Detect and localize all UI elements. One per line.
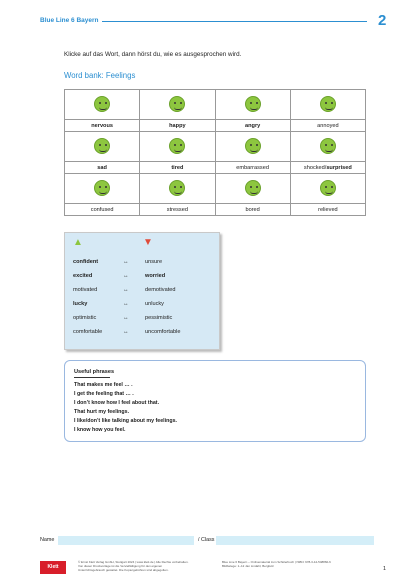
word-embarrassed[interactable]: embarrassed [215,162,290,174]
face-cell [140,90,215,120]
smiley-face-icon [245,96,261,112]
arrow-icon: ↔ [123,273,129,279]
face-cell [290,90,365,120]
face-cell [140,174,215,204]
word-sad[interactable]: sad [65,162,140,174]
face-cell [290,174,365,204]
book-info-line: Blue Line 6 Bayern – Onlinematerial zum Schülerbuch | ISBN: 978-3-12-548860-6 [222,560,331,564]
smiley-face-icon [320,96,336,112]
word-stressed[interactable]: stressed [140,204,215,216]
smiley-face-icon [169,138,185,154]
copyright-notice [78,560,189,572]
face-cell [65,132,140,162]
word-worried[interactable]: worried [145,273,166,279]
antonym-row [73,259,213,271]
phrase-item: That hurt my feelings. [74,409,130,415]
word-comfortable[interactable]: comfortable [73,329,103,335]
copyright-line: © Ernst Klett Verlag GmbH, Stuttgart 2024 | www.klett.de | Alle Rechte vorbehalten. [78,560,189,564]
thumbs-up-icon: ▲ [73,237,83,248]
phrase-item: I like/don’t like talking about my feelings. [74,418,178,424]
word-tired[interactable]: tired [140,162,215,174]
useful-phrases-box [64,360,366,442]
header-line [102,21,367,22]
word-uncomfortable[interactable]: uncomfortable [145,329,181,335]
word-shocked: shocked/ [303,164,327,171]
face-cell [65,90,140,120]
word-pessimistic[interactable]: pessimistic [145,315,173,321]
copyright-line: Unterrichtsgebrauch gestattet. Die Kopiergebühren sind abgegolten. [78,568,169,572]
face-cell [215,90,290,120]
name-label: Name [40,537,55,543]
word-motivated[interactable]: motivated [73,287,98,293]
word-angry[interactable]: angry [215,120,290,132]
word-confused[interactable]: confused [65,204,140,216]
arrow-icon: ↔ [123,301,129,307]
arrow-icon: ↔ [123,315,129,321]
word-nervous[interactable]: nervous [65,120,140,132]
class-label: / Class [198,537,215,543]
smiley-face-icon [94,180,110,196]
smiley-face-icon [94,138,110,154]
word-confident[interactable]: confident [73,259,99,265]
word-surprised: surprised [326,164,352,171]
antonyms-box [64,232,220,350]
antonym-row [73,287,213,299]
antonym-row [73,315,213,327]
antonym-row [73,301,213,313]
word-unsure[interactable]: unsure [145,259,163,265]
word-shocked-surprised[interactable] [290,162,365,174]
header-title: Blue Line 6 Bayern [40,17,99,24]
publisher-logo: Klett [40,561,66,574]
word-bank-title: Word bank: Feelings [64,71,136,80]
smiley-face-icon [320,138,336,154]
copyright-line: Von dieser Druckvorlage ist die Vervielfältigung für den eigenen [78,564,163,568]
face-cell [215,174,290,204]
smiley-face-icon [94,96,110,112]
page-number-badge: 2 [378,12,387,29]
smiley-face-icon [245,180,261,196]
class-field[interactable] [216,536,374,545]
phrase-item: I get the feeling that … . [74,391,134,397]
instruction-text: Klicke auf das Wort, dann hörst du, wie es ausgesprochen wird. [64,51,242,58]
word-optimistic[interactable]: optimistic [73,315,97,321]
phrase-item: I don’t know how I feel about that. [74,400,160,406]
smiley-face-icon [169,180,185,196]
useful-phrases-title: Useful phrases [74,369,115,375]
name-field[interactable] [58,536,194,545]
face-cell [290,132,365,162]
word-annoyed[interactable]: annoyed [290,120,365,132]
face-cell [215,132,290,162]
smiley-face-icon [169,96,185,112]
word-bank-table [64,89,366,216]
antonym-row [73,329,213,341]
word-relieved[interactable]: relieved [290,204,365,216]
arrow-icon: ↔ [123,287,129,293]
word-demotivated[interactable]: demotivated [145,287,176,293]
smiley-face-icon [320,180,336,196]
word-happy[interactable]: happy [140,120,215,132]
thumbs-down-icon: ▼ [143,237,153,248]
word-bored[interactable]: bored [215,204,290,216]
face-cell [65,174,140,204]
footer-page-number: 1 [383,566,386,572]
face-cell [140,132,215,162]
word-unlucky[interactable]: unlucky [145,301,164,307]
arrow-icon: ↔ [123,329,129,335]
arrow-icon: ↔ [123,259,129,265]
phrase-item: I know how you feel. [74,427,126,433]
phrase-item: That makes me feel … . [74,382,133,388]
book-info [222,560,331,568]
smiley-face-icon [245,138,261,154]
book-info-line: Bildbelege: 1–12 Jan Lindahl, Bergfeld [222,564,274,568]
word-lucky[interactable]: lucky [73,301,88,307]
antonym-row [73,273,213,285]
word-excited[interactable]: excited [73,273,93,279]
